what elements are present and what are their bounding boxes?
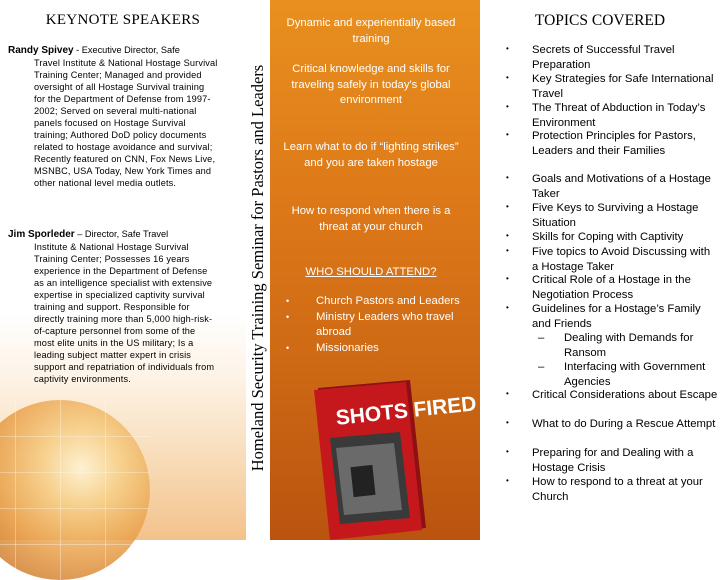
speaker-bio: Travel Institute & National Hostage Survival Training Center; Managed and provided oversight of all Hostage Survival training for the Department of Defense from 1997-2002; Served on several multi-national panels focused on Hostage Survival training; Authored DoD policy documents related to hostage avoidance and survival; Recently featured on CNN, Fox News Live, MSNBC, USA Today, New York Times and other national level media outlets. [34, 58, 218, 188]
bullet-icon: • [506, 274, 509, 283]
topic-item: Goals and Motivations of a Hostage Taker [532, 173, 711, 200]
topics-panel [480, 0, 720, 540]
attendee-list [284, 294, 464, 356]
topic-item: Critical Role of a Hostage in the Negotiation Process [532, 274, 691, 301]
topic-item: Five Keys to Surviving a Hostage Situation [532, 202, 699, 229]
topic-item: Secrets of Successful Travel Preparation [532, 44, 675, 71]
highlight-text: How to respond when there is a threat at your church [291, 205, 451, 233]
globe-image [0, 400, 150, 580]
topic-item: Preparing for and Dealing with a Hostage Crisis [532, 447, 694, 474]
highlight-text: Learn what to do if “lighting strikes” and you are taken hostage [283, 141, 459, 169]
bullet-icon: • [506, 73, 509, 82]
bullet-icon: • [506, 130, 509, 139]
speaker-jim-sporleder [8, 228, 218, 385]
speaker-title: - Executive Director, Safe [73, 45, 180, 55]
speaker-name: Jim Sporleder [8, 229, 75, 240]
speaker-bio: Institute & National Hostage Survival Training Center; Possesses 16 years experience in the Department of Defense as an intelligence specialist with extensive expertise in specialized captivity survival training and support. Responsible for directly training more than 5,000 high-risk-of-capture personnel from some of the most elite units in the US military; Is a leading subject matter expert in crisis support and repatriation of individuals from captivity environments. [34, 242, 215, 384]
bullet-icon: • [506, 44, 509, 53]
bullet-icon: • [506, 231, 509, 240]
topics-heading: TOPICS COVERED [534, 12, 666, 29]
bullet-icon: • [286, 342, 290, 353]
topic-item: Skills for Coping with Captivity [532, 231, 684, 243]
list-item [284, 341, 464, 357]
speaker-name: Randy Spivey [8, 45, 74, 56]
list-item-label: Ministry Leaders who travel abroad [316, 310, 454, 338]
list-item-label: Church Pastors and Leaders [316, 295, 460, 307]
bullet-icon: • [506, 173, 509, 182]
topic-item: What to do During a Rescue Attempt [532, 418, 716, 430]
keynote-speakers-heading: KEYNOTE SPEAKERS [45, 12, 201, 28]
dash-icon: – [538, 361, 545, 373]
seminar-title: Homeland Security Training Seminar for Pastors and Leaders [248, 64, 267, 472]
list-item-label: Missionaries [316, 341, 379, 354]
book-cover-image [314, 378, 478, 540]
topic-item: Five topics to Avoid Discussing with a Hostage Taker [532, 246, 711, 273]
book-title: SHOTS FIRED [334, 392, 478, 430]
subtopic-item [538, 360, 718, 389]
bullet-icon: • [506, 418, 509, 427]
speaker-title: – Director, Safe Travel [74, 229, 169, 239]
topic-item: How to respond to a threat at your Church [532, 476, 703, 503]
bullet-icon: • [506, 246, 509, 255]
dash-icon: – [538, 332, 545, 344]
topic-item: Critical Considerations about Escape [532, 389, 718, 401]
topic-item: Key Strategies for Safe International Travel [532, 73, 714, 100]
subtopic-label: Dealing with Demands for Ransom [564, 332, 694, 359]
subtopic-label: Interfacing with Government Agencies [564, 361, 706, 388]
list-item [284, 294, 464, 310]
speaker-randy-spivey [8, 44, 218, 189]
highlights-panel [270, 0, 480, 540]
topic-item: Protection Principles for Pastors, Leaders and their Families [532, 130, 696, 157]
bullet-icon: • [506, 303, 509, 312]
topic-item: The Threat of Abduction in Today’s Environment [532, 102, 706, 129]
vertical-title-bar [246, 0, 270, 540]
who-should-attend-heading: WHO SHOULD ATTEND? [305, 266, 437, 278]
highlight-text: Dynamic and experientially based training [286, 17, 456, 45]
list-item [284, 310, 464, 341]
topic-item: Guidelines for a Hostage’s Family and Friends [532, 303, 701, 330]
highlight-text: Critical knowledge and skills for traveling safely in today's global environment [291, 63, 451, 106]
bullet-icon: • [506, 102, 509, 111]
bullet-icon: • [286, 311, 290, 322]
bullet-icon: • [506, 389, 509, 398]
bullet-icon: • [286, 296, 290, 306]
bullet-icon: • [506, 476, 509, 485]
subtopic-item [538, 331, 718, 360]
bullet-icon: • [506, 202, 509, 211]
bullet-icon: • [506, 447, 509, 456]
keynote-speakers-panel [0, 0, 246, 540]
